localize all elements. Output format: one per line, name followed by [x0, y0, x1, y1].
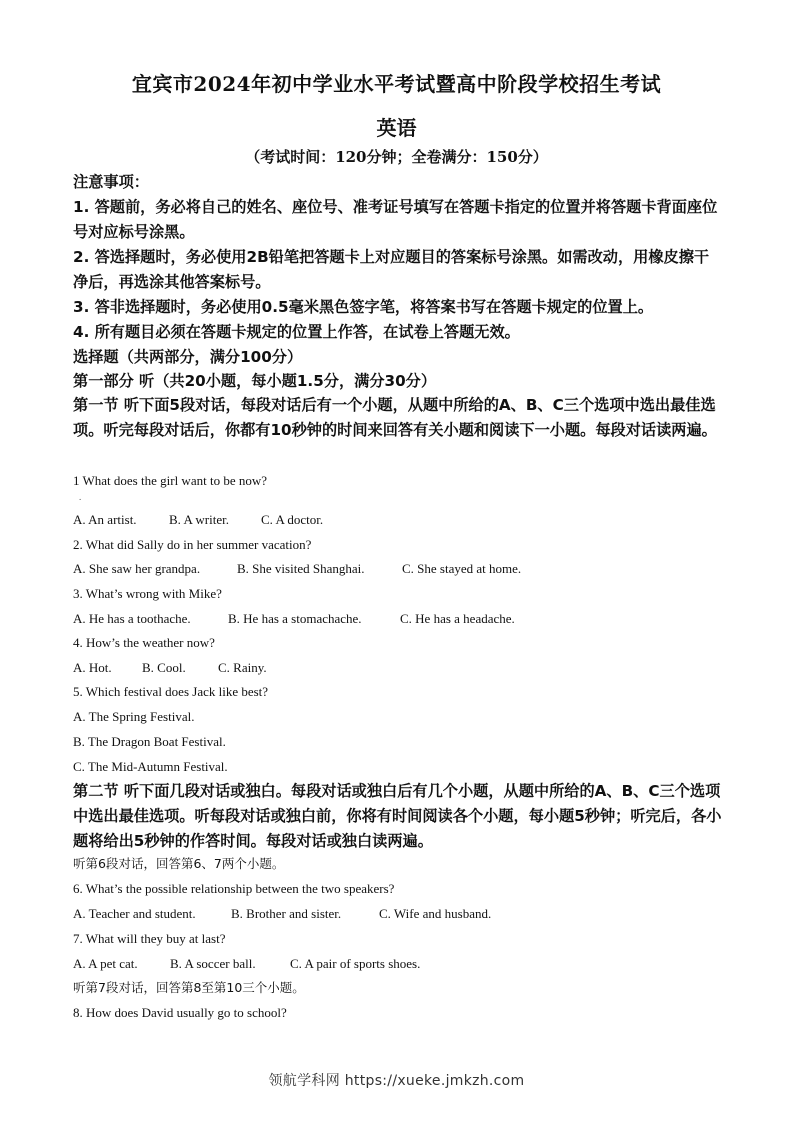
question-3-options	[73, 611, 515, 627]
question-5-option-b: B. The Dragon Boat Festival.	[73, 734, 226, 749]
choice-heading: 选择题（共两部分，满分100分）	[73, 348, 303, 366]
option-b: B. A soccer ball.	[170, 956, 256, 971]
option-a: A. A pet cat.	[73, 956, 138, 971]
question-7-options	[73, 956, 420, 972]
option-a: A. She saw her grandpa.	[73, 561, 201, 576]
option-b: B. A writer.	[169, 512, 229, 527]
question-5-stem: 5. Which festival does Jack like best?	[73, 684, 269, 699]
question-5-option-c: C. The Mid-Autumn Festival.	[73, 759, 228, 774]
notice-item-4: 4. 所有题目必须在答题卡规定的位置上作答，在试卷上答题无效。	[73, 323, 520, 341]
question-5-option-a: A. The Spring Festival.	[73, 709, 195, 724]
dot-mark: .	[79, 492, 82, 502]
part1-heading: 第一部分 听（共20小题，每小题1.5分，满分30分）	[73, 372, 437, 390]
question-4-options	[73, 660, 267, 676]
question-3-stem: 3. What’s wrong with Mike?	[73, 586, 222, 601]
option-c: C. Rainy.	[218, 660, 267, 675]
question-6-options	[73, 906, 491, 922]
section2-instruction: 第二节 听下面几段对话或独白。每段对话或独白后有几个小题，从题中所给的A、B、C三个选项中选出最佳选项。听每段对话或独白前，你将有时间阅读各个小题，每小题5秒钟；听完后，各小题将给出5秒钟的作答时间。每段对话或独白读两遍。	[73, 782, 722, 850]
notice-item-3: 3. 答非选择题时，务必使用0.5毫米黑色签字笔，将答案书写在答题卡规定的位置上。	[73, 298, 654, 316]
dialog-7-note: 听第7段对话，回答第8至第10三个小题。	[73, 980, 305, 995]
option-c: C. Wife and husband.	[379, 906, 492, 921]
question-2-stem: 2. What did Sally do in her summer vacation?	[73, 537, 312, 552]
option-b: B. Cool.	[142, 660, 186, 675]
option-b: B. He has a stomachache.	[228, 611, 362, 626]
option-c: C. A pair of sports shoes.	[290, 956, 421, 971]
option-a: A. Hot.	[73, 660, 112, 675]
question-1-stem: 1 What does the girl want to be now?	[73, 473, 267, 488]
exam-title: 宜宾市2024年初中学业水平考试暨高中阶段学校招生考试	[131, 72, 662, 96]
option-a: A. He has a toothache.	[73, 611, 191, 626]
option-a: A. Teacher and student.	[73, 906, 196, 921]
option-c: C. A doctor.	[261, 512, 324, 527]
footer-watermark: 领航学科网 https://xueke.jmkzh.com	[268, 1073, 525, 1089]
question-1-options	[73, 512, 323, 528]
option-c: C. She stayed at home.	[402, 561, 522, 576]
notice-item-2: 2. 答选择题时，务必使用2B铅笔把答题卡上对应题目的答案标号涂黑。如需改动，用橡皮擦干净后，再选涂其他答案标号。	[73, 248, 710, 291]
option-a: A. An artist.	[73, 512, 137, 527]
question-2-options	[73, 561, 521, 577]
exam-info: （考试时间：120分钟；全卷满分：150分）	[245, 148, 548, 166]
option-b: B. She visited Shanghai.	[237, 561, 365, 576]
question-7-stem: 7. What will they buy at last?	[73, 931, 226, 946]
option-b: B. Brother and sister.	[231, 906, 342, 921]
notice-heading: 注意事项：	[73, 173, 149, 191]
question-8-stem: 8. How does David usually go to school?	[73, 1005, 287, 1020]
notice-item-1: 1. 答题前，务必将自己的姓名、座位号、准考证号填写在答题卡指定的位置并将答题卡背面座位号对应标号涂黑。	[73, 198, 718, 241]
option-c: C. He has a headache.	[400, 611, 515, 626]
section1-instruction: 第一节 听下面5段对话，每段对话后有一个小题，从题中所给的A、B、C三个选项中选出最佳选项。听完每段对话后，你都有10秒钟的时间来回答有关小题和阅读下一小题。每段对话读两遍。	[73, 396, 717, 439]
dialog-6-note: 听第6段对话，回答第6、7两个小题。	[73, 856, 285, 871]
question-6-stem: 6. What’s the possible relationship between the two speakers?	[73, 881, 395, 896]
subject-title: 英语	[376, 116, 417, 140]
question-4-stem: 4. How’s the weather now?	[73, 635, 215, 650]
